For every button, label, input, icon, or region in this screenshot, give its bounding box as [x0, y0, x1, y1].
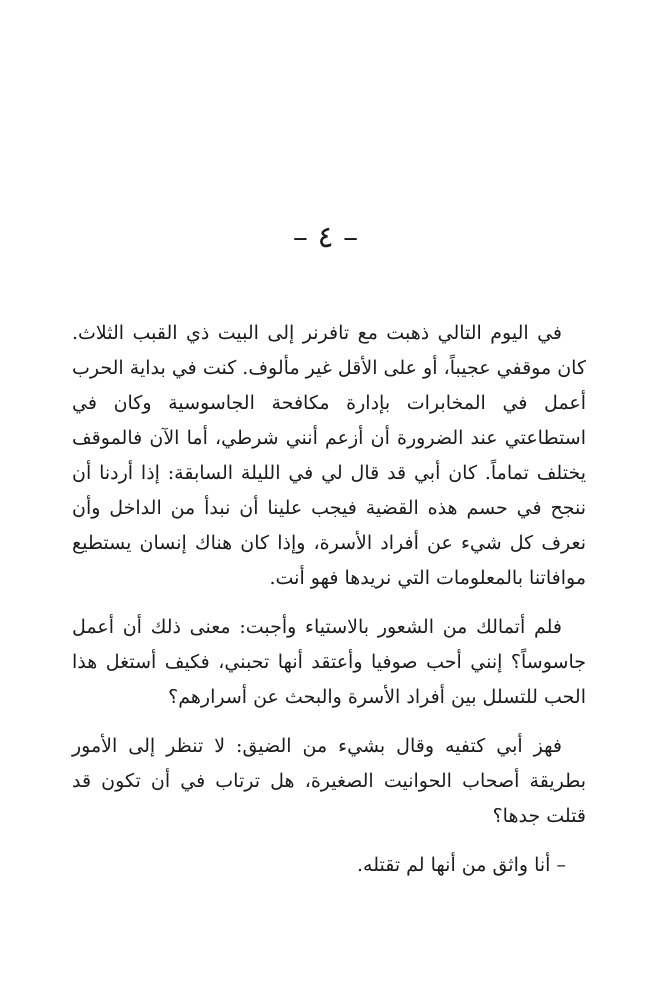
chapter-number: – ٤ – — [292, 220, 359, 255]
paragraph-3: فهز أبي كتفيه وقال بشيء من الضيق: لا تنظر إلى الأمور بطريقة أصحاب الحوانيت الصغيرة، هل ترتاب في أن تكون قد قتلت جدها؟ — [72, 735, 586, 827]
body-text — [72, 316, 586, 883]
paragraph-1: في اليوم التالي ذهبت مع تافرنر إلى البيت ذي القبب الثلاث. كان موقفي عجيباً، أو على الأقل غير مألوف. كنت في بداية الحرب أعمل في المخابرات بإدارة مكافحة الجاسوسية وكان في استطاعتي عند الضرورة أن أزعم أنني شرطي، أما الآن فالموقف يختلف تماماً. كان أبي قد قال لي في الليلة السابقة: إذا أردنا أن ننجح في حسم هذه القضية فيجب علينا أن نبدأ من الداخل وأن نعرف كل شيء عن أفراد الأسرة، وإذا كان هناك إنسان يستطيع موافاتنا بالمعلومات التي نريدها فهو أنت. — [72, 322, 586, 589]
paragraph-4: – أنا واثق من أنها لم تقتله. — [356, 854, 566, 876]
paragraph-2: فلم أتمالك من الشعور بالاستياء وأجبت: معنى ذلك أن أعمل جاسوساً؟ إنني أحب صوفيا وأعتقد أنها تحبني، فكيف أستغل هذا الحب للتسلل بين أفراد الأسرة والبحث عن أسرارهم؟ — [72, 616, 586, 708]
